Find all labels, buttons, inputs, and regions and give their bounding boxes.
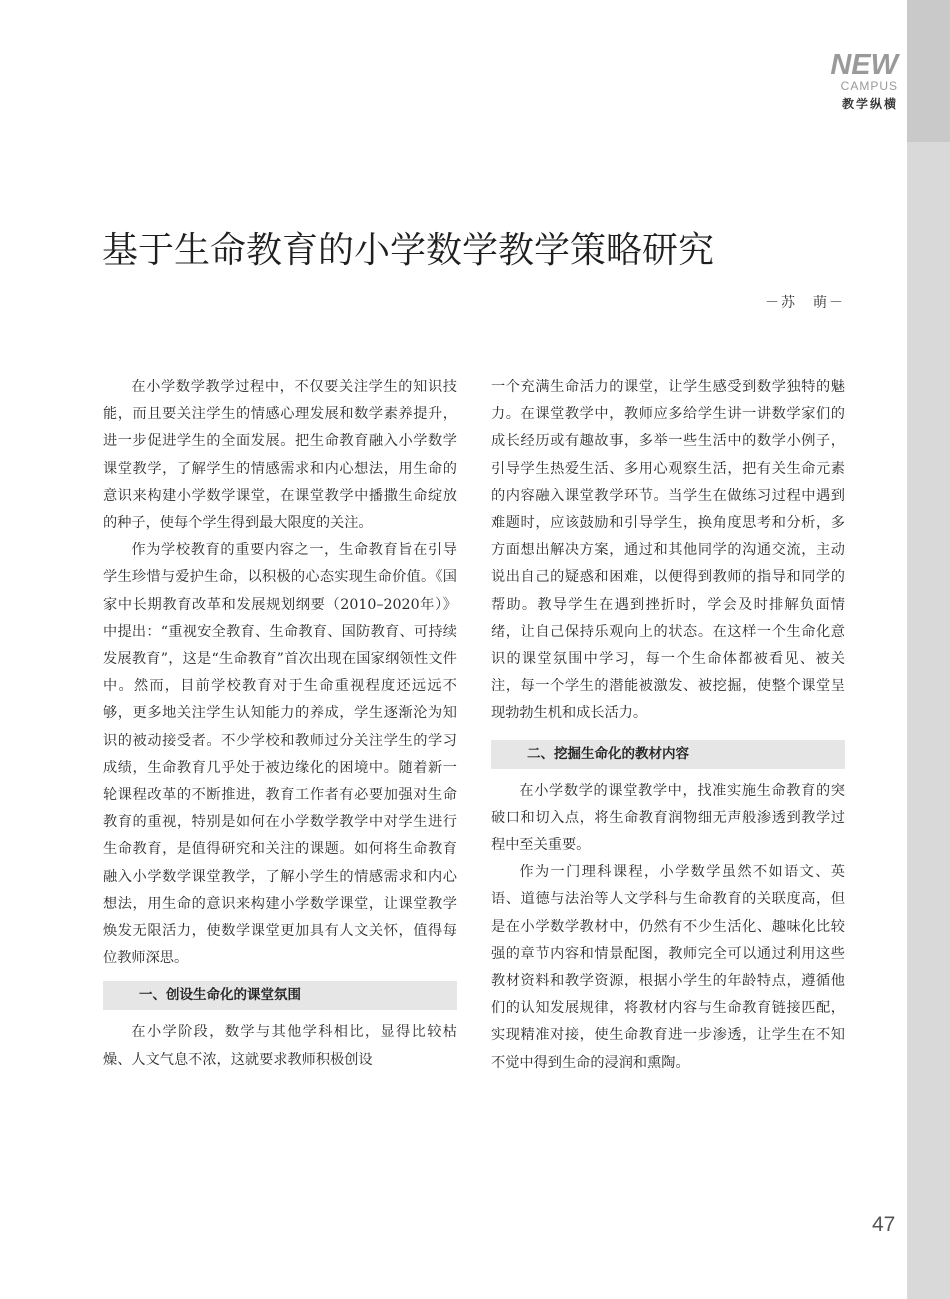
article-author: －苏 萌－: [765, 295, 845, 311]
brand-campus: CAMPUS: [840, 79, 898, 93]
side-strip-header-block: [907, 0, 950, 142]
paragraph: 在小学数学的课堂教学中，找准实施生命教育的突破口和切入点，将生命教育润物细无声般渗透到教学过程中至关重要。: [491, 782, 845, 854]
side-strip: [907, 0, 950, 1299]
paragraph: 作为一门理科课程，小学数学虽然不如语文、英语、道德与法治等人文学科与生命教育的关联度高，但是在小学数学教材中，仍然有不少生活化、趣味化比较强的章节内容和情景配图，教师完全可以通过利用这些教材资料和教学资源，根据小学生的年龄特点，遵循他们的认知发展规律，将教材内容与生命教育链接匹配，实现精准对接，使生命教育进一步渗透，让学生在不知不觉中得到生命的浸润和熏陶。: [491, 864, 845, 1071]
section-heading: 一、创设生命化的课堂氛围: [103, 981, 457, 1010]
article-title: 基于生命教育的小学数学教学策略研究: [102, 230, 715, 271]
right-column: [491, 374, 845, 1077]
section-heading: 二、挖掘生命化的教材内容: [491, 740, 845, 769]
paragraph: 在小学数学教学过程中，不仅要关注学生的知识技能，而且要关注学生的情感心理发展和数学素养提升，进一步促进学生的全面发展。把生命教育融入小学数学课堂教学，了解学生的情感需求和内心想法，用生命的意识来构建小学数学课堂，在课堂教学中播撒生命绽放的种子，使每个学生得到最大限度的关注。: [103, 379, 457, 532]
brand-new: NEW: [830, 49, 898, 81]
paragraph: 作为学校教育的重要内容之一，生命教育旨在引导学生珍惜与爱护生命，以积极的心态实现生命价值。《国家中长期教育改革和发展规划纲要（2010–2020年）》中提出：“重视安全教育、生命教育、国防教育、可持续发展教育”，这是“生命教育”首次出现在国家纲领性文件中。然而，目前学校教育对于生命重视程度还远远不够，更多地关注学生认知能力的养成，学生逐渐沦为知识的被动接受者。不少学校和教师过分关注学生的学习成绩，生命教育几乎处于被边缘化的困境中。随着新一轮课程改革的不断推进，教育工作者有必要加强对生命教育的重视，特别是如何在小学数学教学中对学生进行生命教育，是值得研究和关注的课题。如何将生命教育融入小学数学课堂教学，了解小学生的情感需求和内心想法，用生命的意识来构建小学数学课堂，让课堂教学焕发无限活力，使数学课堂更加具有人文关怀，值得每位教师深思。: [103, 542, 457, 967]
left-column: [103, 374, 457, 1074]
page-number: 47: [872, 1213, 896, 1236]
paragraph: 在小学阶段，数学与其他学科相比，显得比较枯燥、人文气息不浓，这就要求教师积极创设: [103, 1024, 457, 1068]
column-name: 教学纵横: [841, 97, 898, 111]
magazine-brand: [830, 50, 898, 111]
paragraph: 一个充满生命活力的课堂，让学生感受到数学独特的魅力。在课堂教学中，教师应多给学生讲一讲数学家们的成长经历或有趣故事，多举一些生活中的数学小例子，引导学生热爱生活、多用心观察生活，把有关生命元素的内容融入课堂教学环节。当学生在做练习过程中遇到难题时，应该鼓励和引导学生，换角度思考和分析，多方面想出解决方案，通过和其他同学的沟通交流，主动说出自己的疑惑和困难，以便得到教师的指导和同学的帮助。教导学生在遇到挫折时，学会及时排解负面情绪，让自己保持乐观向上的状态。在这样一个生命化意识的课堂氛围中学习，每一个生命体都被看见、被关注，每一个学生的潜能被激发、被挖掘，使整个课堂呈现勃勃生机和成长活力。: [491, 379, 845, 722]
